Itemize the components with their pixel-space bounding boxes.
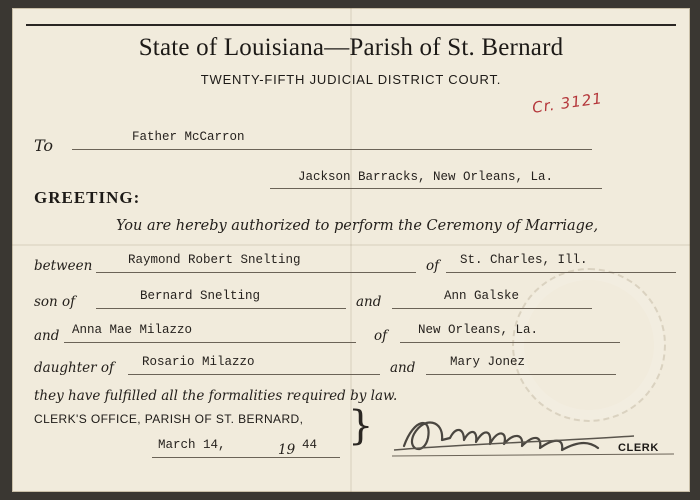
officiant-name: Father McCarron — [132, 130, 245, 144]
greeting-heading: GREETING: — [34, 188, 141, 207]
bride-mother-rule — [426, 374, 616, 375]
groom-residence: St. Charles, Ill. — [460, 253, 588, 267]
bride-of-label: of — [374, 328, 388, 344]
bride-residence: New Orleans, La. — [418, 323, 539, 337]
groom-father-name: Bernard Snelting — [140, 289, 261, 303]
groom-of-label: of — [426, 258, 440, 274]
date-year-suffix: 44 — [302, 438, 318, 452]
clerk-signature — [384, 398, 680, 468]
marriage-license-document — [12, 8, 690, 492]
date-year-prefix: 19 — [278, 442, 296, 458]
bride-residence-rule — [400, 342, 620, 343]
formalities-text: they have fulfilled all the formalities required by law. — [34, 388, 398, 404]
document-title: State of Louisiana—Parish of St. Bernard — [138, 34, 564, 61]
groom-parents-and-label: and — [356, 294, 382, 310]
bride-and-label: and — [34, 328, 60, 344]
bride-father-rule — [128, 374, 380, 375]
address-rule — [270, 188, 602, 189]
groom-residence-rule — [446, 272, 676, 273]
groom-father-rule — [96, 308, 346, 309]
groom-mother-name: Ann Galske — [444, 289, 520, 303]
son-of-label: son of — [34, 294, 76, 310]
date-month-day: March 14, — [158, 438, 226, 452]
officiant-address: Jackson Barracks, New Orleans, La. — [298, 170, 554, 184]
groom-name-rule — [96, 272, 416, 273]
file-number-stamp: Cr. 3121 — [531, 89, 604, 117]
bride-name: Anna Mae Milazzo — [72, 323, 193, 337]
court-name: TWENTY-FIFTH JUDICIAL DISTRICT COURT. — [200, 72, 502, 87]
brace-separator: } — [348, 403, 374, 449]
groom-name: Raymond Robert Snelting — [128, 253, 301, 267]
clerk-office-label: CLERK'S OFFICE, PARISH OF ST. BERNARD, — [34, 412, 304, 426]
bride-father-name: Rosario Milazzo — [142, 355, 255, 369]
authorization-text: You are hereby authorized to perform the Ceremony of Marriage, — [116, 218, 599, 234]
groom-mother-rule — [392, 308, 592, 309]
bride-name-rule — [64, 342, 356, 343]
daughter-of-label: daughter of — [34, 360, 115, 376]
to-rule — [72, 149, 592, 150]
bride-mother-name: Mary Jonez — [450, 355, 526, 369]
date-rule — [152, 457, 340, 458]
bride-parents-and-label: and — [390, 360, 416, 376]
to-label: To — [34, 136, 54, 155]
clerk-label: CLERK — [618, 442, 659, 454]
between-label: between — [34, 258, 93, 274]
